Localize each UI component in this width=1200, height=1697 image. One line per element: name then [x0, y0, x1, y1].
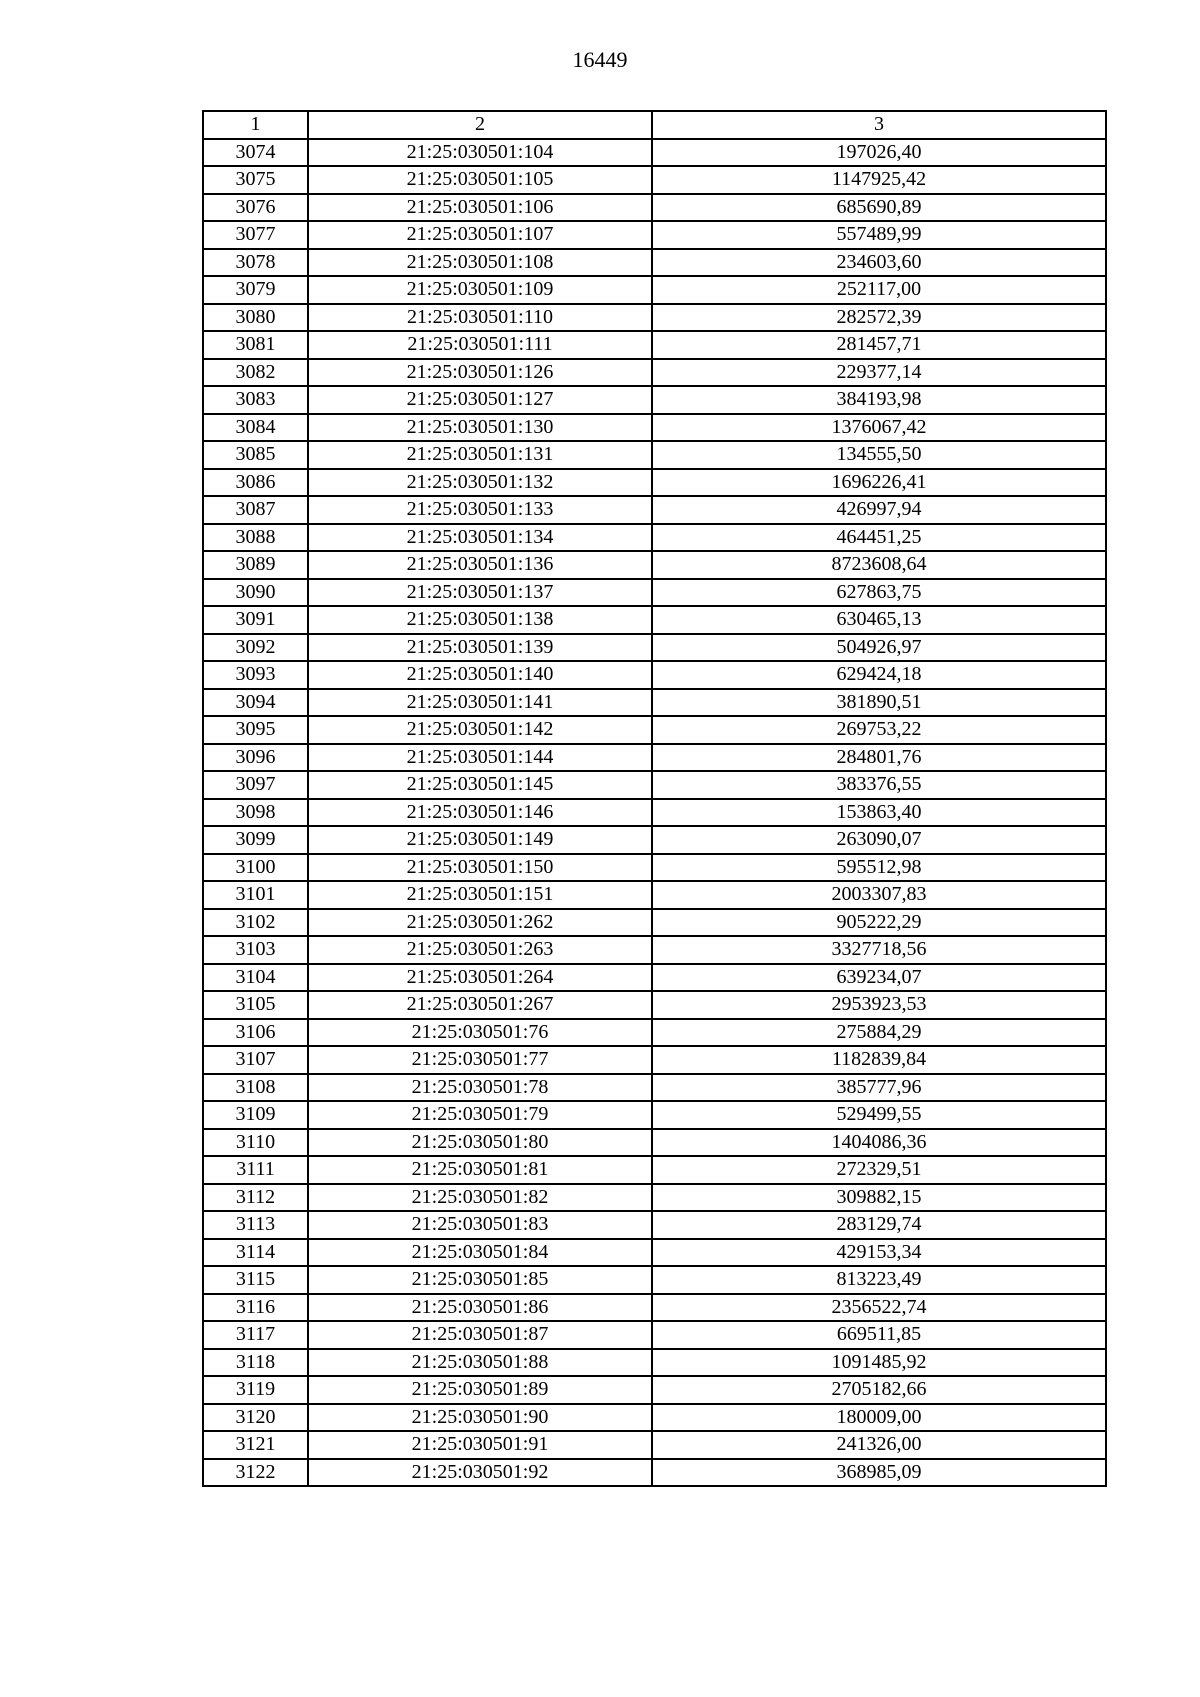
- table-row: [203, 551, 1106, 579]
- value-cell: 630465,13: [652, 606, 1106, 634]
- table-row: [203, 1156, 1106, 1184]
- value-cell: 269753,22: [652, 716, 1106, 744]
- cadastral-number-cell: 21:25:030501:79: [308, 1101, 652, 1129]
- value-cell: 263090,07: [652, 826, 1106, 854]
- cadastral-number-cell: 21:25:030501:107: [308, 221, 652, 249]
- row-number-cell: 3112: [203, 1184, 308, 1212]
- value-cell: 1182839,84: [652, 1046, 1106, 1074]
- cadastral-number-cell: 21:25:030501:80: [308, 1129, 652, 1157]
- row-number-cell: 3122: [203, 1459, 308, 1487]
- cadastral-number-cell: 21:25:030501:262: [308, 909, 652, 937]
- table-row: [203, 744, 1106, 772]
- value-cell: 284801,76: [652, 744, 1106, 772]
- cadastral-number-cell: 21:25:030501:106: [308, 194, 652, 222]
- row-number-cell: 3079: [203, 276, 308, 304]
- value-cell: 134555,50: [652, 441, 1106, 469]
- page-number: 16449: [572, 47, 628, 72]
- row-number-cell: 3116: [203, 1294, 308, 1322]
- table-row: [203, 1074, 1106, 1102]
- table-row: [203, 194, 1106, 222]
- row-number-cell: 3076: [203, 194, 308, 222]
- value-cell: 2003307,83: [652, 881, 1106, 909]
- value-cell: 381890,51: [652, 689, 1106, 717]
- value-cell: 8723608,64: [652, 551, 1106, 579]
- table-row: [203, 1129, 1106, 1157]
- row-number-cell: 3118: [203, 1349, 308, 1377]
- table-row: [203, 716, 1106, 744]
- row-number-cell: 3086: [203, 469, 308, 497]
- table-row: [203, 441, 1106, 469]
- table-row: [203, 139, 1106, 167]
- cadastral-number-cell: 21:25:030501:86: [308, 1294, 652, 1322]
- row-number-cell: 3104: [203, 964, 308, 992]
- cadastral-number-cell: 21:25:030501:87: [308, 1321, 652, 1349]
- value-cell: 905222,29: [652, 909, 1106, 937]
- cadastral-number-cell: 21:25:030501:263: [308, 936, 652, 964]
- cadastral-number-cell: 21:25:030501:144: [308, 744, 652, 772]
- cadastral-number-cell: 21:25:030501:141: [308, 689, 652, 717]
- value-cell: 281457,71: [652, 331, 1106, 359]
- value-cell: 3327718,56: [652, 936, 1106, 964]
- value-cell: 383376,55: [652, 771, 1106, 799]
- cadastral-number-cell: 21:25:030501:111: [308, 331, 652, 359]
- table-row: [203, 1211, 1106, 1239]
- table-row: [203, 661, 1106, 689]
- value-cell: 1091485,92: [652, 1349, 1106, 1377]
- row-number-cell: 3084: [203, 414, 308, 442]
- table-row: [203, 771, 1106, 799]
- row-number-cell: 3105: [203, 991, 308, 1019]
- table-row: [203, 964, 1106, 992]
- table-row: [203, 221, 1106, 249]
- table-row: [203, 909, 1106, 937]
- value-cell: 595512,98: [652, 854, 1106, 882]
- table-row: [203, 469, 1106, 497]
- table-row: [203, 249, 1106, 277]
- table-row: [203, 496, 1106, 524]
- value-cell: 197026,40: [652, 139, 1106, 167]
- cadastral-number-cell: 21:25:030501:133: [308, 496, 652, 524]
- table-row: [203, 359, 1106, 387]
- table-row: [203, 331, 1106, 359]
- table-row: [203, 1321, 1106, 1349]
- cadastral-number-cell: 21:25:030501:136: [308, 551, 652, 579]
- table-row: [203, 991, 1106, 1019]
- row-number-cell: 3092: [203, 634, 308, 662]
- cadastral-number-cell: 21:25:030501:127: [308, 386, 652, 414]
- table-row: [203, 1266, 1106, 1294]
- row-number-cell: 3096: [203, 744, 308, 772]
- value-cell: 685690,89: [652, 194, 1106, 222]
- table-row: [203, 524, 1106, 552]
- row-number-cell: 3074: [203, 139, 308, 167]
- table-row: [203, 1046, 1106, 1074]
- cadastral-number-cell: 21:25:030501:132: [308, 469, 652, 497]
- value-cell: 1376067,42: [652, 414, 1106, 442]
- value-cell: 504926,97: [652, 634, 1106, 662]
- row-number-cell: 3081: [203, 331, 308, 359]
- row-number-cell: 3095: [203, 716, 308, 744]
- row-number-cell: 3114: [203, 1239, 308, 1267]
- cadastral-number-cell: 21:25:030501:137: [308, 579, 652, 607]
- value-cell: 1696226,41: [652, 469, 1106, 497]
- value-cell: 2705182,66: [652, 1376, 1106, 1404]
- table-row: [203, 606, 1106, 634]
- cadastral-number-cell: 21:25:030501:82: [308, 1184, 652, 1212]
- table-row: [203, 579, 1106, 607]
- row-number-cell: 3085: [203, 441, 308, 469]
- table-row: [203, 276, 1106, 304]
- cadastral-number-cell: 21:25:030501:131: [308, 441, 652, 469]
- cadastral-number-cell: 21:25:030501:83: [308, 1211, 652, 1239]
- row-number-cell: 3083: [203, 386, 308, 414]
- row-number-cell: 3121: [203, 1431, 308, 1459]
- cadastral-number-cell: 21:25:030501:90: [308, 1404, 652, 1432]
- table-row: [203, 304, 1106, 332]
- table-row: [203, 414, 1106, 442]
- cadastral-number-cell: 21:25:030501:142: [308, 716, 652, 744]
- table-header-row: [203, 111, 1106, 139]
- value-cell: 529499,55: [652, 1101, 1106, 1129]
- cadastral-number-cell: 21:25:030501:151: [308, 881, 652, 909]
- registry-table-body: [203, 111, 1106, 1486]
- cadastral-number-cell: 21:25:030501:78: [308, 1074, 652, 1102]
- cadastral-number-cell: 21:25:030501:150: [308, 854, 652, 882]
- table-row: [203, 689, 1106, 717]
- cadastral-number-cell: 21:25:030501:126: [308, 359, 652, 387]
- row-number-cell: 3098: [203, 799, 308, 827]
- row-number-cell: 3120: [203, 1404, 308, 1432]
- cadastral-number-cell: 21:25:030501:92: [308, 1459, 652, 1487]
- value-cell: 639234,07: [652, 964, 1106, 992]
- row-number-cell: 3088: [203, 524, 308, 552]
- cadastral-number-cell: 21:25:030501:149: [308, 826, 652, 854]
- value-cell: 557489,99: [652, 221, 1106, 249]
- table-row: [203, 386, 1106, 414]
- table-row: [203, 1349, 1106, 1377]
- cadastral-number-cell: 21:25:030501:264: [308, 964, 652, 992]
- value-cell: 1147925,42: [652, 166, 1106, 194]
- value-cell: 629424,18: [652, 661, 1106, 689]
- cadastral-number-cell: 21:25:030501:88: [308, 1349, 652, 1377]
- row-number-cell: 3119: [203, 1376, 308, 1404]
- cadastral-number-cell: 21:25:030501:140: [308, 661, 652, 689]
- value-cell: 384193,98: [652, 386, 1106, 414]
- cadastral-number-cell: 21:25:030501:267: [308, 991, 652, 1019]
- row-number-cell: 3094: [203, 689, 308, 717]
- row-number-cell: 3106: [203, 1019, 308, 1047]
- value-cell: 2953923,53: [652, 991, 1106, 1019]
- row-number-cell: 3117: [203, 1321, 308, 1349]
- value-cell: 1404086,36: [652, 1129, 1106, 1157]
- value-cell: 234603,60: [652, 249, 1106, 277]
- cadastral-number-cell: 21:25:030501:105: [308, 166, 652, 194]
- row-number-cell: 3097: [203, 771, 308, 799]
- table-row: [203, 1239, 1106, 1267]
- column-header-3: 3: [652, 111, 1106, 139]
- value-cell: 813223,49: [652, 1266, 1106, 1294]
- value-cell: 153863,40: [652, 799, 1106, 827]
- value-cell: 275884,29: [652, 1019, 1106, 1047]
- cadastral-number-cell: 21:25:030501:91: [308, 1431, 652, 1459]
- table-row: [203, 1404, 1106, 1432]
- table-row: [203, 1101, 1106, 1129]
- value-cell: 385777,96: [652, 1074, 1106, 1102]
- table-row: [203, 1019, 1106, 1047]
- value-cell: 309882,15: [652, 1184, 1106, 1212]
- registry-table: [202, 110, 1107, 1487]
- row-number-cell: 3078: [203, 249, 308, 277]
- row-number-cell: 3101: [203, 881, 308, 909]
- row-number-cell: 3110: [203, 1129, 308, 1157]
- table-row: [203, 1376, 1106, 1404]
- value-cell: 2356522,74: [652, 1294, 1106, 1322]
- value-cell: 283129,74: [652, 1211, 1106, 1239]
- value-cell: 669511,85: [652, 1321, 1106, 1349]
- cadastral-number-cell: 21:25:030501:85: [308, 1266, 652, 1294]
- table-row: [203, 166, 1106, 194]
- row-number-cell: 3080: [203, 304, 308, 332]
- row-number-cell: 3089: [203, 551, 308, 579]
- value-cell: 252117,00: [652, 276, 1106, 304]
- table-row: [203, 799, 1106, 827]
- value-cell: 241326,00: [652, 1431, 1106, 1459]
- value-cell: 429153,34: [652, 1239, 1106, 1267]
- table-row: [203, 936, 1106, 964]
- value-cell: 368985,09: [652, 1459, 1106, 1487]
- value-cell: 272329,51: [652, 1156, 1106, 1184]
- column-header-1: 1: [203, 111, 308, 139]
- cadastral-number-cell: 21:25:030501:138: [308, 606, 652, 634]
- cadastral-number-cell: 21:25:030501:89: [308, 1376, 652, 1404]
- table-row: [203, 634, 1106, 662]
- table-row: [203, 1184, 1106, 1212]
- row-number-cell: 3075: [203, 166, 308, 194]
- table-row: [203, 826, 1106, 854]
- row-number-cell: 3093: [203, 661, 308, 689]
- row-number-cell: 3107: [203, 1046, 308, 1074]
- value-cell: 180009,00: [652, 1404, 1106, 1432]
- cadastral-number-cell: 21:25:030501:146: [308, 799, 652, 827]
- row-number-cell: 3077: [203, 221, 308, 249]
- row-number-cell: 3108: [203, 1074, 308, 1102]
- value-cell: 229377,14: [652, 359, 1106, 387]
- value-cell: 464451,25: [652, 524, 1106, 552]
- row-number-cell: 3113: [203, 1211, 308, 1239]
- table-row: [203, 1459, 1106, 1487]
- row-number-cell: 3109: [203, 1101, 308, 1129]
- table-row: [203, 1431, 1106, 1459]
- cadastral-number-cell: 21:25:030501:76: [308, 1019, 652, 1047]
- value-cell: 426997,94: [652, 496, 1106, 524]
- cadastral-number-cell: 21:25:030501:108: [308, 249, 652, 277]
- cadastral-number-cell: 21:25:030501:130: [308, 414, 652, 442]
- cadastral-number-cell: 21:25:030501:134: [308, 524, 652, 552]
- cadastral-number-cell: 21:25:030501:110: [308, 304, 652, 332]
- value-cell: 627863,75: [652, 579, 1106, 607]
- row-number-cell: 3091: [203, 606, 308, 634]
- cadastral-number-cell: 21:25:030501:81: [308, 1156, 652, 1184]
- column-header-2: 2: [308, 111, 652, 139]
- row-number-cell: 3102: [203, 909, 308, 937]
- row-number-cell: 3090: [203, 579, 308, 607]
- cadastral-number-cell: 21:25:030501:77: [308, 1046, 652, 1074]
- cadastral-number-cell: 21:25:030501:139: [308, 634, 652, 662]
- table-row: [203, 854, 1106, 882]
- value-cell: 282572,39: [652, 304, 1106, 332]
- cadastral-number-cell: 21:25:030501:104: [308, 139, 652, 167]
- cadastral-number-cell: 21:25:030501:84: [308, 1239, 652, 1267]
- row-number-cell: 3111: [203, 1156, 308, 1184]
- row-number-cell: 3103: [203, 936, 308, 964]
- row-number-cell: 3115: [203, 1266, 308, 1294]
- row-number-cell: 3099: [203, 826, 308, 854]
- table-row: [203, 881, 1106, 909]
- cadastral-number-cell: 21:25:030501:109: [308, 276, 652, 304]
- table-row: [203, 1294, 1106, 1322]
- row-number-cell: 3082: [203, 359, 308, 387]
- row-number-cell: 3100: [203, 854, 308, 882]
- cadastral-number-cell: 21:25:030501:145: [308, 771, 652, 799]
- row-number-cell: 3087: [203, 496, 308, 524]
